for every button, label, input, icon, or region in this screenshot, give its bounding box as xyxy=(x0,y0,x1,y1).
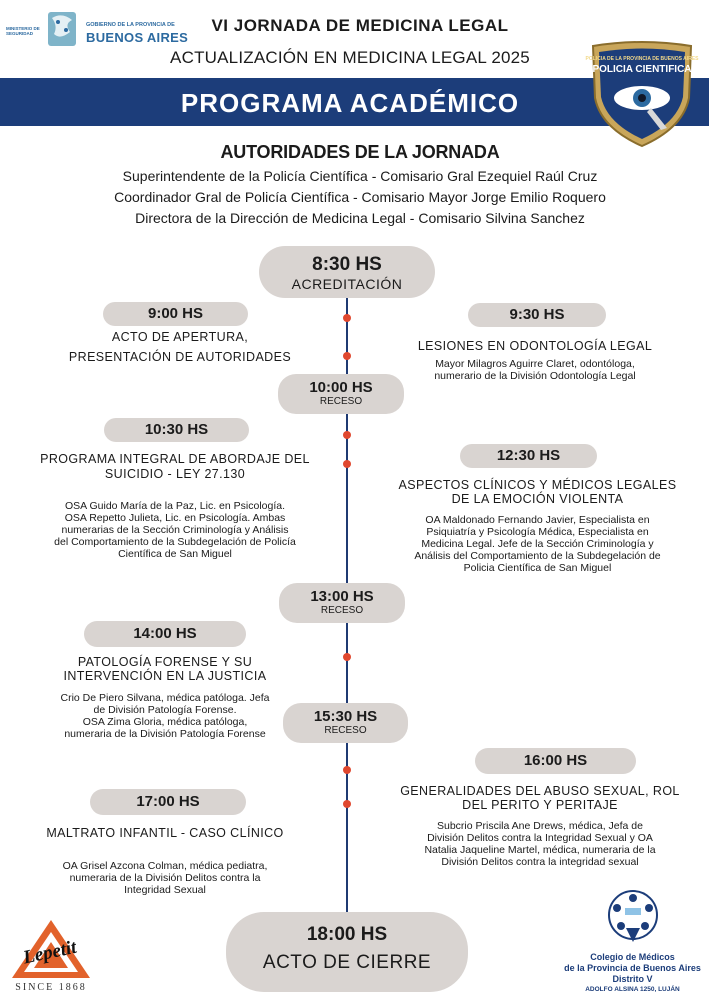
slot-speaker: OA Grisel Azcona Colman, médica pediatra, xyxy=(62,860,268,872)
authority-line: Superintendente de la Policía Científica - Comisario Gral Ezequiel Raúl Cruz xyxy=(122,168,598,184)
slot-title: PROGRAMA INTEGRAL DE ABORDAJE DEL xyxy=(40,452,310,466)
slot-speaker: Subcrio Priscila Ane Drews, médica, Jefa de xyxy=(436,820,643,832)
colegio-line3: Distrito V xyxy=(612,974,653,984)
slot-time: 14:00 HS xyxy=(133,625,197,642)
slot-title: GENERALIDADES DEL ABUSO SEXUAL, ROL xyxy=(400,784,680,798)
slot-speaker: Integridad Sexual xyxy=(124,884,206,896)
slot-time: 17:00 HS xyxy=(136,793,200,810)
timeline-dot xyxy=(343,460,351,468)
slot-time: 10:30 HS xyxy=(144,421,209,438)
lepetit-name: Lepetit xyxy=(21,936,79,969)
authority-line: Directora de la Dirección de Medicina Legal - Comisario Silvina Sanchez xyxy=(135,210,585,226)
slot-title: DEL PERITO Y PERITAJE xyxy=(462,798,618,812)
slot-label: RECESO xyxy=(319,396,363,407)
slot-title: ACTO DE APERTURA, xyxy=(111,330,249,344)
slot-time: 18:00 HS xyxy=(306,924,388,945)
slot-speaker: Psiquiatría y Psicología Médica, Especialista en xyxy=(426,526,649,538)
slot-title: LESIONES EN ODONTOLOGÍA LEGAL xyxy=(417,339,653,353)
event-subtitle: ACTUALIZACIÓN EN MEDICINA LEGAL 2025 xyxy=(170,48,530,67)
policia-cientifica-badge-icon xyxy=(585,40,699,150)
slot-1530 xyxy=(283,703,408,743)
slot-speaker: Crio De Piero Silvana, médica patóloga. Jefa xyxy=(60,692,270,704)
timeline-dot xyxy=(343,352,351,360)
colegio-line2: de la Provincia de Buenos Aires xyxy=(564,963,701,973)
slot-0830 xyxy=(259,246,435,298)
slot-speaker: numerarias de la Sección Criminología y Análisis xyxy=(61,524,289,536)
slot-title: PRESENTACIÓN DE AUTORIDADES xyxy=(68,350,292,364)
slot-1600 xyxy=(475,748,636,774)
slot-title: PATOLOGÍA FORENSE Y SU xyxy=(77,655,253,669)
timeline-dot xyxy=(343,800,351,808)
slot-0930 xyxy=(468,303,606,327)
lepetit-logo xyxy=(6,916,96,996)
slot-speaker: del Comportamiento de la Subdegelación de Policía xyxy=(54,536,296,548)
slot-time: 15:30 HS xyxy=(313,708,378,725)
slot-speaker: OSA Zima Gloria, médica patóloga, xyxy=(82,716,248,728)
slot-1700 xyxy=(90,789,246,815)
slot-speaker: Científica de San Miguel xyxy=(118,548,232,560)
slot-time: 9:30 HS xyxy=(509,306,565,323)
slot-title: SUICIDIO - LEY 27.130 xyxy=(104,467,246,481)
slot-time: 16:00 HS xyxy=(523,752,588,769)
slot-speaker: Policia Científica de San Miguel xyxy=(463,562,612,574)
slot-label: ACTO DE CIERRE xyxy=(262,952,432,973)
slot-speaker: numerario de la División Odontología Legal xyxy=(434,370,636,382)
slot-speaker: Medicina Legal. Jefe de la Sección Criminología y xyxy=(421,538,654,550)
slot-speaker: OSA Guido María de la Paz, Lic. en Psicología. xyxy=(64,500,286,512)
slot-speaker: División Delitos contra la integridad sexual xyxy=(441,856,639,868)
slot-1030 xyxy=(104,418,249,442)
slot-speaker: OA Maldonado Fernando Javier, Especialista en xyxy=(425,514,650,526)
slot-time: 10:00 HS xyxy=(309,379,373,396)
slot-speaker: numeraria de la División Patología Forense xyxy=(64,728,266,740)
slot-time: 12:30 HS xyxy=(496,447,561,464)
ministerio-text: MINISTERIO DE SEGURIDAD xyxy=(6,26,40,36)
slot-speaker: numeraria de la División Delitos contra la xyxy=(69,872,261,884)
colegio-address: ADOLFO ALSINA 1250, LUJÁN xyxy=(585,986,680,993)
timeline-dot xyxy=(343,766,351,774)
slot-title: ASPECTOS CLÍNICOS Y MÉDICOS LEGALES xyxy=(398,478,677,492)
authorities-title: AUTORIDADES DE LA JORNADA xyxy=(220,142,500,162)
gov-small-text: GOBIERNO DE LA PROVINCIA DE xyxy=(86,22,175,28)
badge-top-text: POLICIA DE LA PROVINCIA DE BUENOS AIRES xyxy=(585,56,699,62)
slot-speaker: Natalia Jaqueline Martel, médica, numeraria de la xyxy=(424,844,656,856)
slot-title: MALTRATO INFANTIL - CASO CLÍNICO xyxy=(46,826,284,840)
program-banner-title: PROGRAMA ACADÉMICO xyxy=(180,88,520,118)
slot-1400 xyxy=(84,621,246,647)
slot-time: 8:30 HS xyxy=(312,254,382,275)
authority-line: Coordinador Gral de Policía Científica - Comisario Mayor Jorge Emilio Roquero xyxy=(114,189,606,205)
colegio-name xyxy=(560,952,705,985)
colegio-medicos-logo xyxy=(560,888,705,1000)
slot-speaker: de División Patología Forense. xyxy=(93,704,237,716)
slot-label: ACREDITACIÓN xyxy=(291,276,403,292)
lepetit-triangle-icon xyxy=(6,916,96,982)
timeline-dot xyxy=(343,431,351,439)
timeline-dot xyxy=(343,653,351,661)
slot-speaker: OSA Repetto Julieta, Lic. en Psicología. Ambas xyxy=(64,512,286,524)
lepetit-since: SINCE 1868 xyxy=(15,982,87,993)
slot-label: RECESO xyxy=(320,605,364,616)
province-mark-icon xyxy=(46,10,78,48)
event-title: VI JORNADA DE MEDICINA LEGAL xyxy=(211,16,509,35)
slot-speaker: Mayor Milagros Aguirre Claret, odontóloga, xyxy=(435,358,635,370)
slot-time: 13:00 HS xyxy=(310,588,374,605)
slot-title: INTERVENCIÓN EN LA JUSTICIA xyxy=(63,669,267,683)
slot-0900 xyxy=(103,302,248,326)
timeline-dot xyxy=(343,314,351,322)
slot-time: 9:00 HS xyxy=(147,305,204,322)
badge-main-text: POLICIA CIENTIFICA xyxy=(592,64,692,75)
slot-label: RECESO xyxy=(324,725,367,736)
slot-title: DE LA EMOCIÓN VIOLENTA xyxy=(451,492,624,506)
colegio-seal-icon xyxy=(606,888,660,948)
colegio-line1: Colegio de Médicos xyxy=(590,952,675,962)
slot-speaker: Análisis del Comportamiento de la Subdegelación de xyxy=(414,550,661,562)
slot-1230 xyxy=(460,444,597,468)
slot-1300 xyxy=(279,583,405,623)
slot-1800 xyxy=(226,912,468,992)
slot-speaker: División Delitos contra la Integridad Sexual y OA xyxy=(427,832,653,844)
gov-big-text: BUENOS AIRES xyxy=(86,30,189,45)
slot-1000 xyxy=(278,374,404,414)
